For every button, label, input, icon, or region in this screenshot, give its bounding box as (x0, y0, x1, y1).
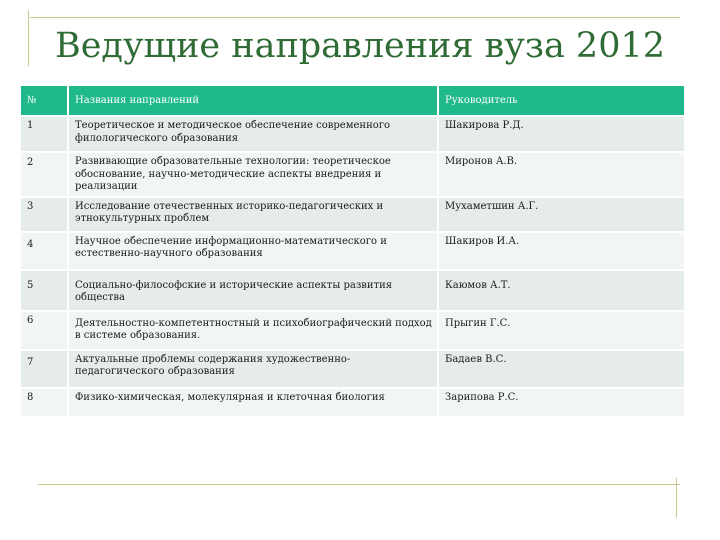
supervisor-name: Миронов А.В. (438, 152, 684, 197)
direction-name: Актуальные проблемы содержания художественно-педагогического образования (68, 350, 438, 388)
header-direction-name: Названия направлений (68, 86, 438, 116)
row-number: 8 (21, 388, 68, 416)
table-header-row (21, 86, 684, 116)
table-row (21, 232, 684, 270)
frame-bottom-line (38, 484, 680, 485)
header-supervisor: Руководитель (438, 86, 684, 116)
direction-name: Физико-химическая, молекулярная и клеточная биология (68, 388, 438, 416)
direction-name: Деятельностно-компетентностный и психобиографический подход в системе образования. (68, 311, 438, 350)
table-row (21, 152, 684, 197)
frame-right-line (676, 478, 677, 518)
row-number: 6 (21, 311, 68, 350)
table-row (21, 116, 684, 152)
table-row (21, 197, 684, 232)
direction-name: Исследование отечественных историко-педагогических и этнокультурных проблем (68, 197, 438, 232)
supervisor-name: Бадаев В.С. (438, 350, 684, 388)
direction-name: Теоретическое и методическое обеспечение современного филологического образования (68, 116, 438, 152)
row-number: 1 (21, 116, 68, 152)
supervisor-name: Шакирова Р.Д. (438, 116, 684, 152)
supervisor-name: Прыгин Г.С. (438, 311, 684, 350)
table-row (21, 388, 684, 416)
supervisor-name: Каюмов А.Т. (438, 270, 684, 311)
slide-title: Ведущие направления вуза 2012 (54, 26, 666, 66)
row-number: 4 (21, 232, 68, 270)
row-number: 7 (21, 350, 68, 388)
table-row (21, 311, 684, 350)
header-number: № (21, 86, 68, 116)
direction-name: Научное обеспечение информационно-математического и естественно-научного образования (68, 232, 438, 270)
direction-name: Социально-философские и исторические аспекты развития общества (68, 270, 438, 311)
table-row (21, 350, 684, 388)
directions-table (21, 86, 684, 416)
row-number: 3 (21, 197, 68, 232)
supervisor-name: Зарипова Р.С. (438, 388, 684, 416)
row-number: 5 (21, 270, 68, 311)
table-row (21, 270, 684, 311)
row-number: 2 (21, 152, 68, 197)
supervisor-name: Мухаметшин А.Г. (438, 197, 684, 232)
direction-name: Развивающие образовательные технологии: теоретическое обоснование, научно-методические аспекты внедрения и реализации (68, 152, 438, 197)
frame-top-line (30, 17, 680, 18)
supervisor-name: Шакиров И.А. (438, 232, 684, 270)
